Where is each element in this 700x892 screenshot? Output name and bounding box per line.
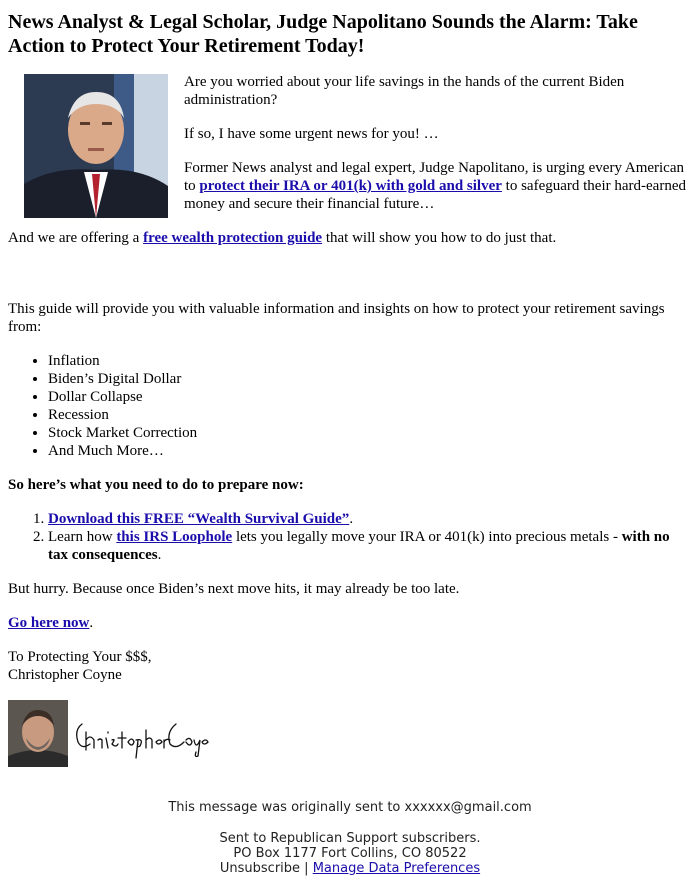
- intro-section: [8, 73, 692, 263]
- footer-separator: |: [304, 861, 309, 876]
- list-item: • Inflation: [48, 352, 692, 370]
- sent-to-text: This message was originally sent to xxxxxx@gmail.com: [168, 800, 532, 815]
- address-text: PO Box 1177 Fort Collins, CO 80522: [233, 846, 467, 861]
- signature-row: [8, 700, 308, 767]
- list-item: • Biden’s Digital Dollar: [48, 370, 692, 388]
- email-footer: [0, 800, 700, 876]
- closing-text: To Protecting Your $$$,: [8, 649, 152, 665]
- protect-ira-link[interactable]: protect their IRA or 401(k) with gold and silver: [199, 178, 502, 194]
- steps-list: [8, 510, 692, 564]
- guide-text: This guide will provide you with valuable information and insights on how to protect your retirement savings from:: [8, 301, 665, 335]
- intro-p4-text-end: that will show you how to do just that.: [322, 230, 557, 246]
- go-end: .: [89, 615, 94, 631]
- intro-p3-text-end: to safeguard their hard-earned money and secure their financial future…: [184, 178, 686, 212]
- closing-block: [8, 648, 692, 684]
- list-item: • Recession: [48, 406, 692, 424]
- manage-preferences-link[interactable]: Manage Data Preferences: [312, 861, 481, 876]
- footer-links: [0, 861, 700, 876]
- intro-paragraph-1: Are you worried about your life savings in the hands of the current Biden administration?: [184, 74, 625, 108]
- step-2: [48, 528, 692, 564]
- list-item: • Dollar Collapse: [48, 388, 692, 406]
- go-here-now-link[interactable]: Go here now: [8, 615, 90, 631]
- sender-name: Christopher Coyne: [8, 667, 122, 683]
- go-paragraph: [8, 614, 692, 632]
- judge-photo: [24, 74, 168, 218]
- unsubscribe-link[interactable]: Unsubscribe: [219, 861, 301, 876]
- list-item: • Stock Market Correction: [48, 424, 692, 442]
- intro-paragraph-2: If so, I have some urgent news for you! …: [184, 126, 439, 142]
- intro-p3-text: Former News analyst and legal expert, Judge Napolitano, is urging every American to: [184, 160, 685, 194]
- step-1: [48, 510, 692, 528]
- irs-loophole-link[interactable]: this IRS Loophole: [116, 529, 233, 545]
- step-1-end: .: [349, 511, 354, 527]
- step-2-text: Learn how: [48, 529, 117, 545]
- prepare-heading-text: So here’s what you need to do to prepare now:: [8, 477, 304, 493]
- handwritten-signature: [72, 710, 212, 760]
- headline: News Analyst & Legal Scholar, Judge Napolitano Sounds the Alarm: Take Action to Protect Your Retirement Today!: [8, 11, 638, 57]
- step-2-end: .: [157, 547, 162, 563]
- subscribers-text: Sent to Republican Support subscribers.: [219, 831, 481, 846]
- free-guide-link[interactable]: free wealth protection guide: [143, 230, 323, 246]
- threat-list: [8, 352, 692, 460]
- list-item: • And Much More…: [48, 442, 692, 460]
- download-guide-link[interactable]: Download this FREE “Wealth Survival Guide”: [48, 511, 350, 527]
- sender-photo: [8, 700, 68, 767]
- step-2-middle: lets you legally move your IRA or 401(k) into precious metals -: [232, 529, 622, 545]
- prepare-heading: [8, 476, 692, 494]
- hurry-text: But hurry. Because once Biden’s next move hits, it may already be too late.: [8, 581, 460, 597]
- intro-paragraph-4: [8, 229, 692, 247]
- body-section: [8, 300, 692, 700]
- intro-p4-text: And we are offering a: [8, 230, 144, 246]
- step-2-bold: with no tax consequences: [48, 529, 670, 563]
